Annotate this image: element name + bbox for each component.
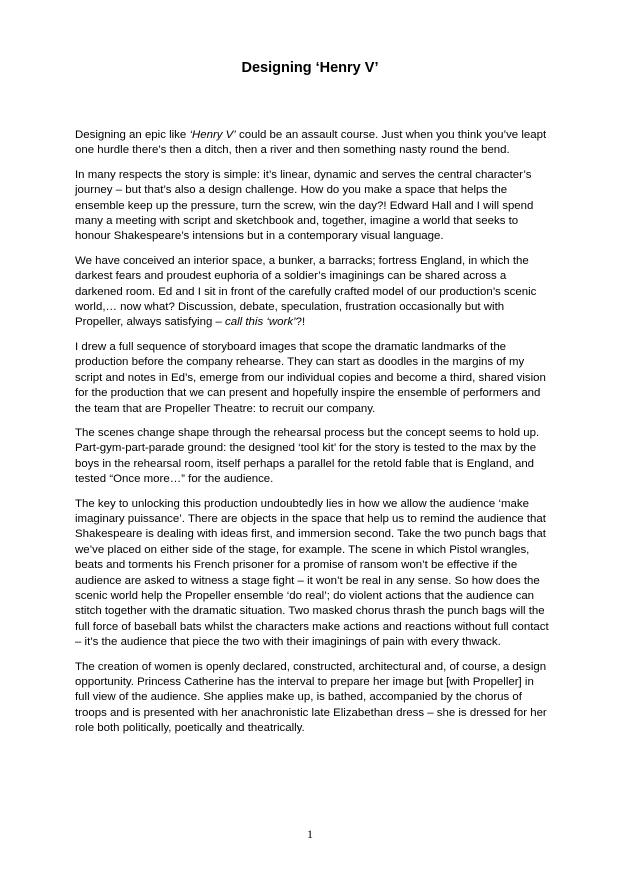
paragraph-text: ?! — [295, 316, 306, 329]
paragraph — [75, 128, 551, 159]
document-title: Designing ‘Henry V’ — [241, 60, 379, 76]
paragraph — [75, 254, 551, 331]
quote-emphasis: call this ‘work’ — [225, 316, 296, 329]
paragraph: The creation of women is openly declared, constructed, architectural and, of course, a design opportunity. Princess Catherine has the interval to prepare her image but [with Propeller] in full view of the audience. She applies make up, is bathed, accompanied by the chorus of troops and is presented with her anachronistic late Elizabethan dress – she is dressed for her role both politically, poetically and theatrically. — [75, 660, 547, 735]
paragraph: The scenes change shape through the rehearsal process but the concept seems to hold up. Part-gym-part-parade ground: the designed ‘tool kit’ for the story is tested to the max by the boys in the rehearsal room, itself perhaps a parallel for the retold fable that is England, and tested “Once more…” for the audience. — [75, 426, 540, 486]
page-number: 1 — [307, 827, 313, 841]
paragraph: In many respects the story is simple: it’s linear, dynamic and serves the central character’s journey – but that’s also a design challenge. How do you make a space that helps the ensemble keep up the pressure, turn the screw, win the day?! Edward Hall and I will spend many a meeting with script and sketchbook and, together, imagine a world that seeks to honour Shakespeare’s intensions but in a contemporary visual language. — [75, 168, 534, 243]
play-title-emphasis: ‘Henry V’ — [189, 129, 236, 141]
document-body — [75, 128, 551, 737]
paragraph: I drew a full sequence of storyboard images that scope the dramatic landmarks of the production before the company rehearse. They can start as doodles in the margins of my script and notes in Ed’s, emerge from our individual copies and become a third, shared vision for the production that we can present and hopefully inspire the ensemble of performers and the team that are Propeller Theatre: to recruit our company. — [75, 340, 546, 415]
paragraph-text: Designing an epic like — [75, 129, 190, 141]
paragraph-text: We have conceived an interior space, a bunker, a barracks; fortress England, in which the darkest fears and proudest euphoria of a soldier’s imaginings can be shared across a darkened room. Ed and I sit in front of the carefully crafted model of our production’s scenic world,… now what? Discussion, debate, speculation, frustration occasionally but with Propeller, always satisfying – — [75, 254, 537, 329]
paragraph: The key to unlocking this production undoubtedly lies in how we allow the audience ‘make imaginary puissance’. There are objects in the space that help us to remind the audience that Shakespeare is dealing with ideas first, and immersion second. Take the two punch bags that we’ve placed on either side of the stage, for example. The scene in which Pistol wrangles, beats and torments his French prisoner for a promise of ransom won’t be effective if the audience are asked to witness a stage fight – it won’t be real in any sense. So how does the scenic world help the Propeller ensemble ‘do real’; do violent actions that the audience can stitch together with the dramatic situation. Two masked chorus thrash the punch bags will the full force of baseball bats whilst the characters make actions and reactions without full contact – it’s the audience that piece the two with their imaginings of pain with every thwack. — [75, 497, 549, 649]
paragraph-text: could be an assault course. Just when you think you’ve leapt one hurdle there’s then a ditch, then a river and then something nasty round the bend. — [75, 129, 547, 157]
